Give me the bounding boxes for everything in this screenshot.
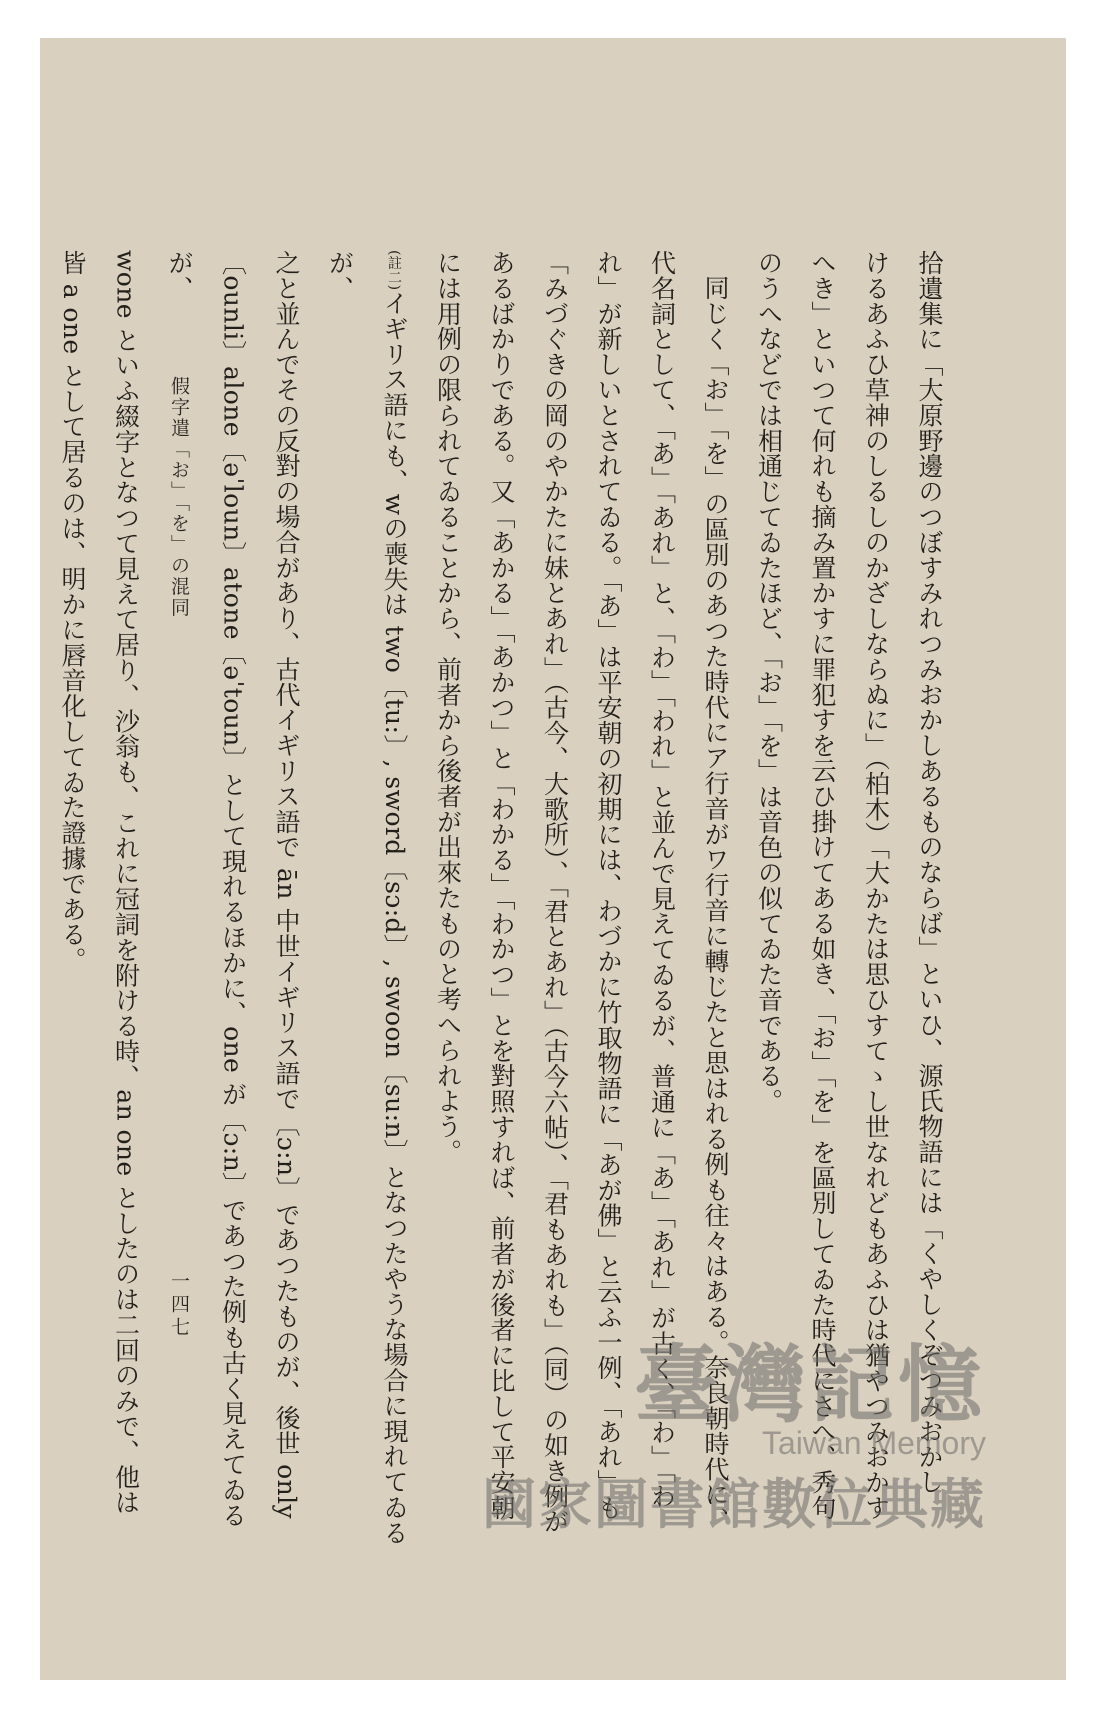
running-footer-title: 假字遣「お」「を」の混同 [168, 376, 190, 619]
book-page [40, 38, 1066, 1680]
paragraph-3: へき」といつて何れも摘み置かすに罪犯すを云ひ掛けてある如き、「お」「を」を區別してゐた時代にさへ、秀句 [808, 250, 837, 1521]
paragraph-7: れ」が新しいとされてゐる。「あ」は平安朝の初期には、わづかに竹取物語に「あが佛」と云ふ一例、「あれ」も [594, 250, 623, 1521]
watermark [482, 1318, 986, 1539]
paragraph-8: 「みづぐきの岡のやかたに妹とあれ」（古今、大歌所）、「君とあれ」（古今六帖）、「君もあれも」（同）の如き例が [540, 250, 570, 1535]
paragraph-14: wone といふ綴字となつて見えて居り、沙翁も、これに冠詞を附ける時、an one としたのは二回のみで、他は [111, 250, 141, 1516]
note-marker: (註二) [386, 250, 402, 291]
paragraph-10: には用例の限られてゐることから、前者から後者が出來たものと考へられよう。 [433, 250, 463, 1165]
paragraph-11 [313, 250, 421, 1550]
paragraph-9: あるばかりである。又「あかる」「あかつ」と「わかる」「わかつ」とを對照すれば、前者が後者に比して平安朝 [487, 250, 516, 1521]
paragraph-11-text: イギリス語にも、wの喪失は two〔tu:〕, sword〔sɔ:d〕, swoon〔su:n〕となつたやうな場合に現れてゐるが、 [325, 250, 409, 1546]
watermark-chinese: 國家圖書館數位典藏 [482, 1473, 986, 1536]
paragraph-12: 之と並んでその反對の場合があり、古代イギリス語で ān 中世イギリス語で〔ɔ:n〕であつたものが、後世 only [272, 250, 301, 1520]
page-number: 一四七 [168, 1271, 190, 1340]
watermark-logo: 臺灣記憶 [633, 1335, 986, 1434]
paragraph-4: のうへなどでは相通じてゐたほど、「お」「を」は音色の似てゐた音である。 [754, 250, 784, 1114]
paragraph-1: 拾遺集に「大原野邊のつぼすみれつみおかしあるものならば」といひ、源氏物語には「くやしくぞつみおかし [915, 250, 944, 1495]
paragraph-5: 同じく「お」「を」の區別のあつた時代にア行音がワ行音に轉じたと思はれる例も往々はある。奈良朝時代に、 [701, 275, 730, 1533]
paragraph-13: 〔ounli〕alone〔əˈloun〕atone〔əˈtoun〕として現れるほかに、one が〔ɔ:n〕であつた例も古く見えてゐるが、 [165, 250, 248, 1528]
watermark-english: Taiwan Memory [761, 1425, 986, 1461]
paragraph-6: 代名詞として、「あ」「あれ」と、「わ」「われ」と並んで見えてゐるが、普通に「あ」「あれ」が古く、「わ」「わ [647, 250, 677, 1509]
paragraph-2: けるあふひ草神のしるしのかざしならぬに」（柏木）「大かたは思ひすてゝし世なれどもあふひは猶やつみおかす [861, 250, 891, 1521]
paragraph-15: 皆 a one として居るのは、明かに唇音化してゐた證據である。 [58, 250, 87, 973]
